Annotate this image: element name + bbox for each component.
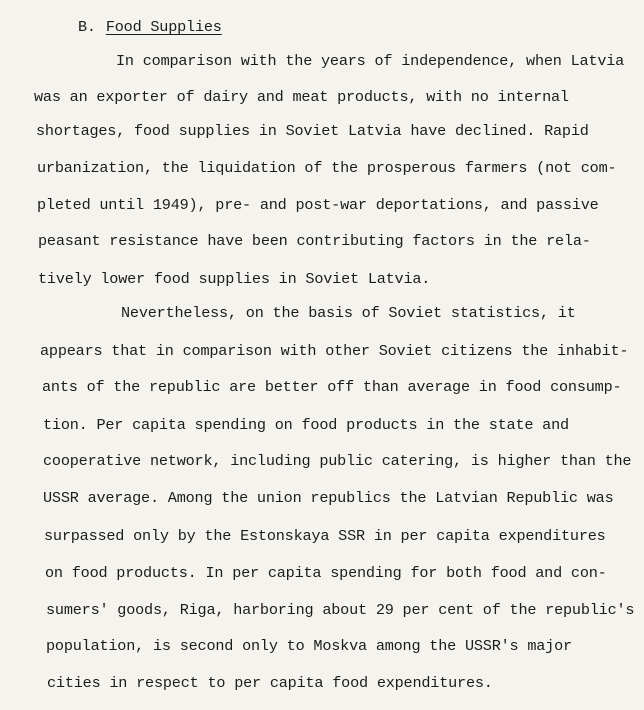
text-line: cities in respect to per capita food expenditures.	[47, 674, 493, 692]
text-line: pleted until 1949), pre- and post-war deportations, and passive	[37, 196, 599, 214]
text-line: population, is second only to Moskva among the USSR's major	[46, 637, 572, 655]
text-line: In comparison with the years of independence, when Latvia	[116, 52, 625, 70]
text-line: sumers' goods, Riga, harboring about 29 per cent of the republic's	[46, 601, 635, 619]
section-letter: B.	[78, 18, 96, 36]
text-line: Nevertheless, on the basis of Soviet statistics, it	[121, 304, 576, 322]
text-line: peasant resistance have been contributing factors in the rela-	[38, 232, 591, 250]
text-line: ants of the republic are better off than average in food consump-	[42, 378, 622, 396]
text-line: surpassed only by the Estonskaya SSR in per capita expenditures	[44, 527, 606, 545]
text-line: USSR average. Among the union republics the Latvian Republic was	[43, 489, 614, 507]
text-line: tively lower food supplies in Soviet Latvia.	[38, 270, 431, 288]
section-title: Food Supplies	[105, 18, 222, 36]
text-line: was an exporter of dairy and meat products, with no internal	[34, 88, 569, 106]
text-line: cooperative network, including public catering, is higher than the	[43, 452, 632, 470]
section-heading	[78, 18, 222, 36]
text-line: on food products. In per capita spending for both food and con-	[45, 564, 607, 582]
text-line: urbanization, the liquidation of the prosperous farmers (not com-	[37, 159, 617, 177]
text-line: tion. Per capita spending on food products in the state and	[43, 416, 569, 434]
text-line: appears that in comparison with other Soviet citizens the inhabit-	[40, 342, 629, 360]
text-line: shortages, food supplies in Soviet Latvia have declined. Rapid	[36, 122, 589, 140]
